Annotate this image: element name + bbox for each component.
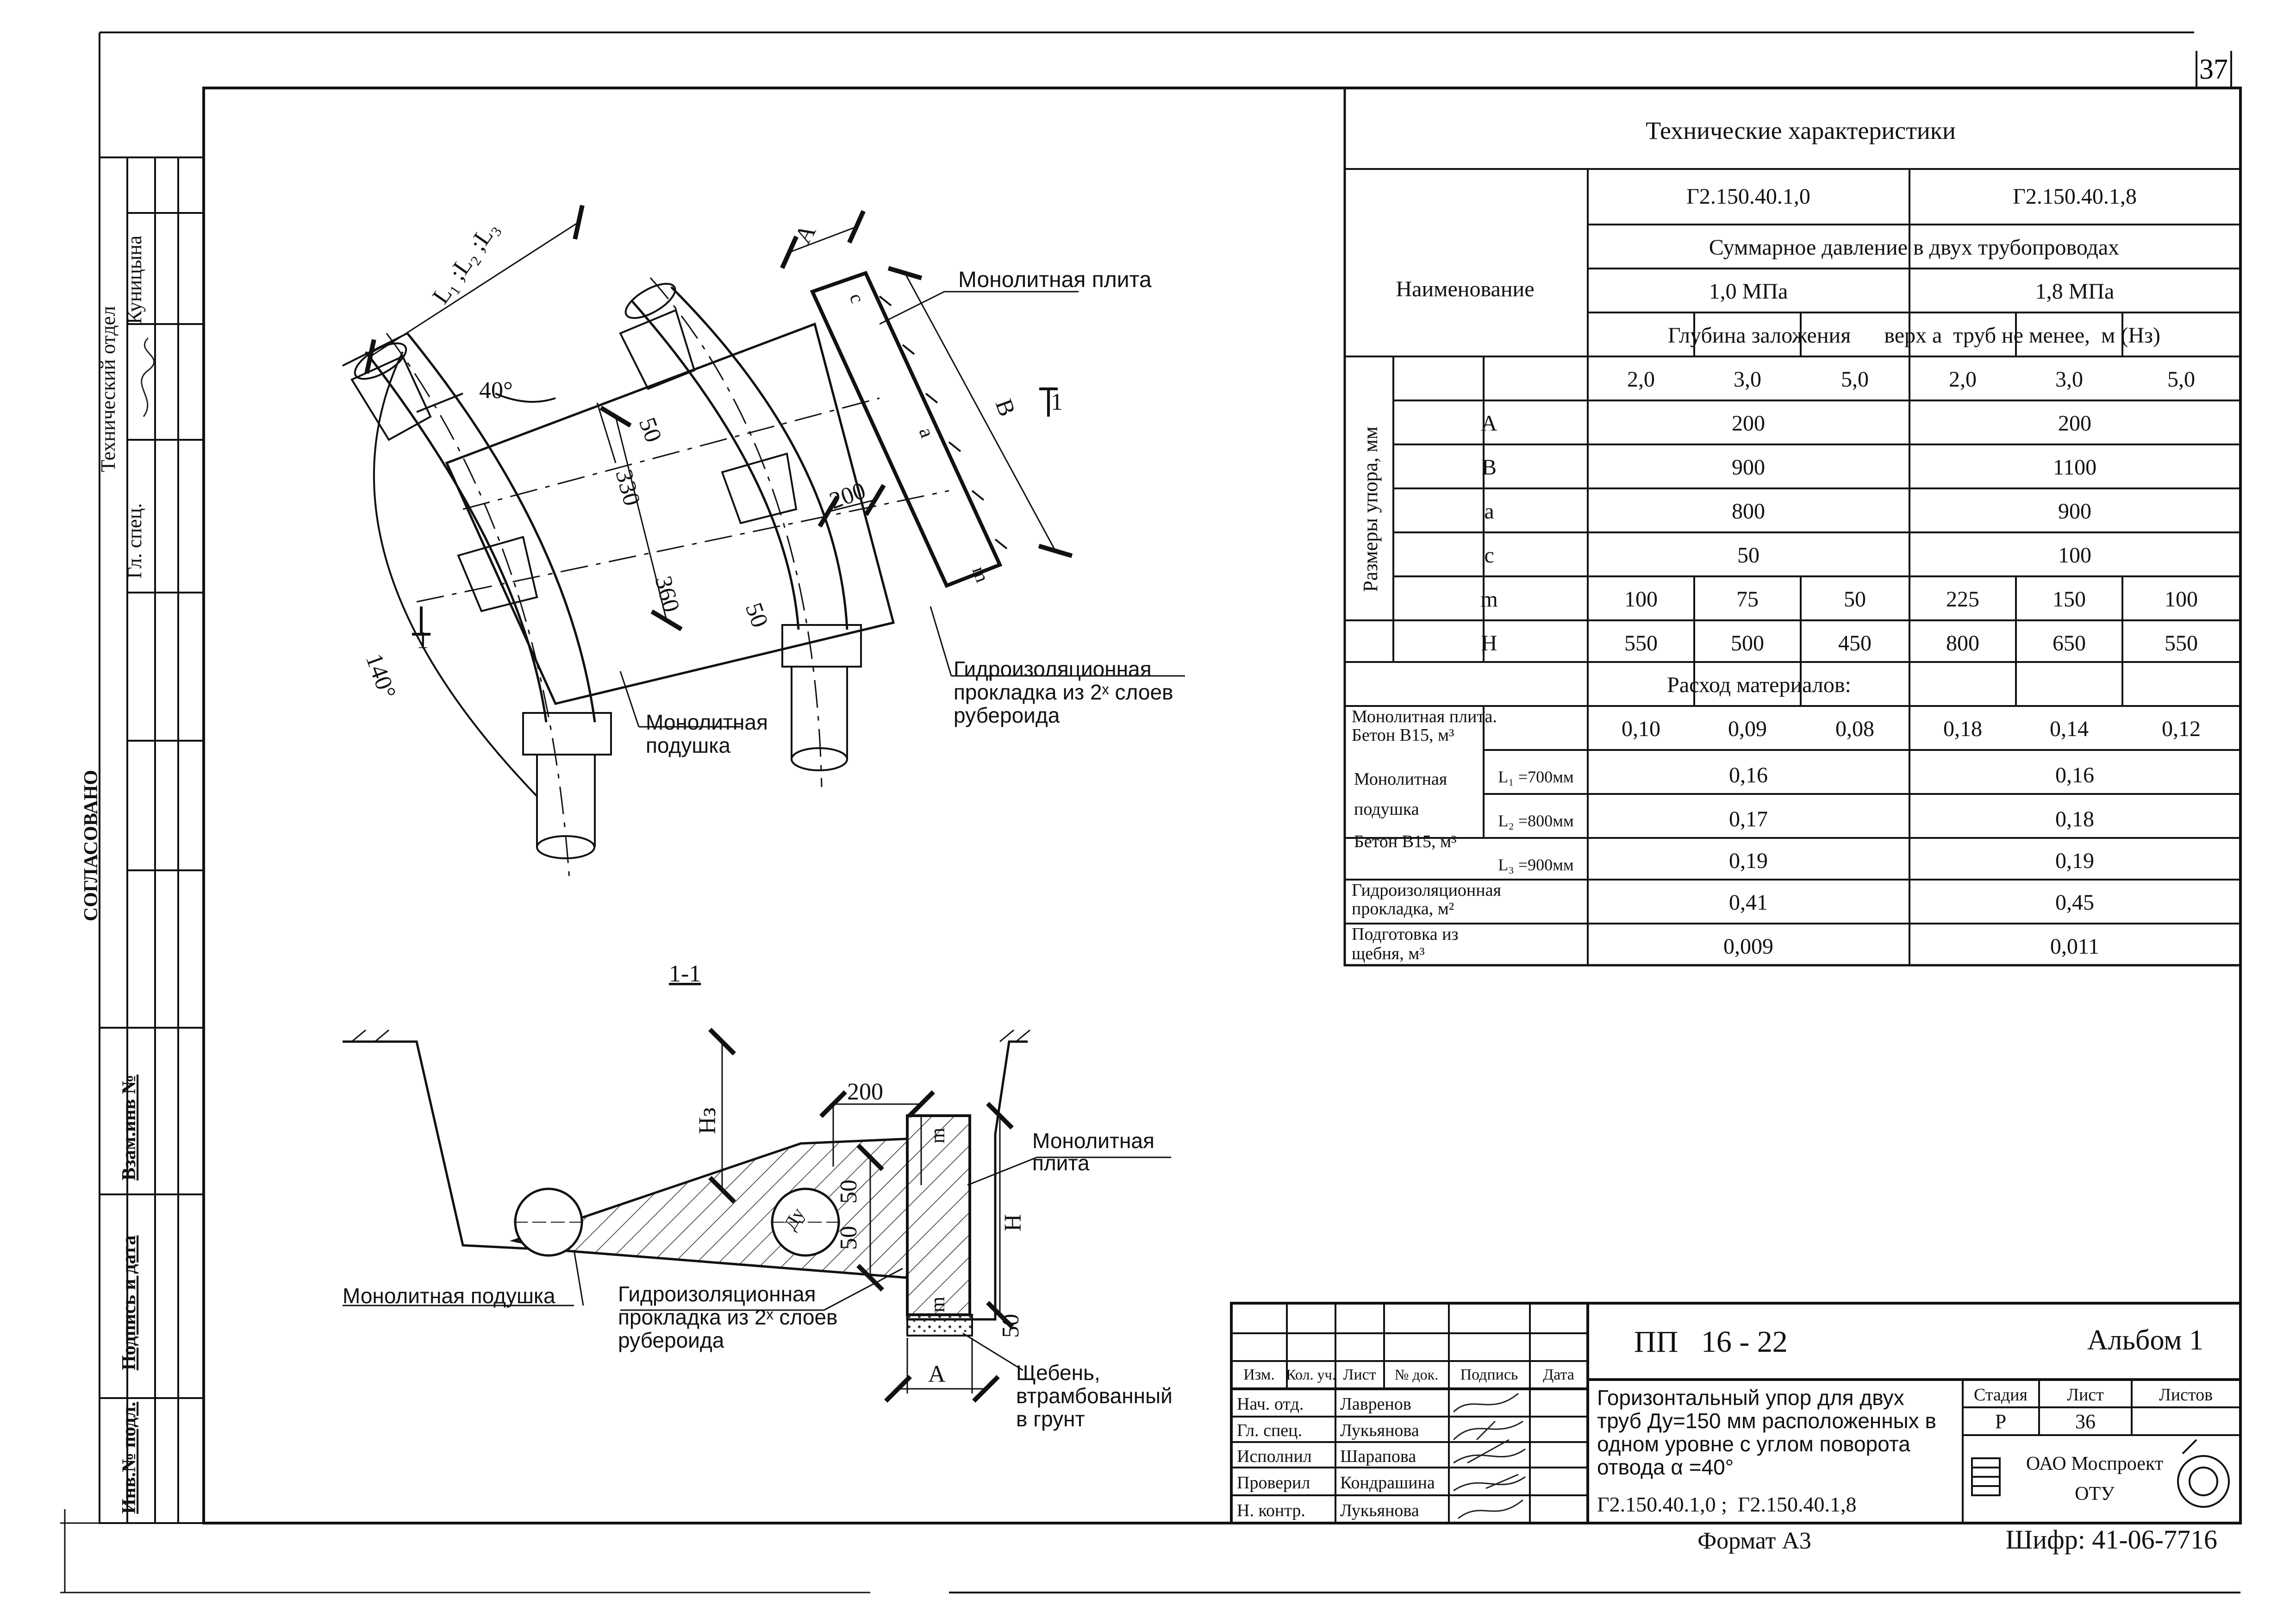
slab-6: 0,12 [2162,717,2201,741]
kunitsyna-label: Куницына [123,235,146,324]
tb-name-3: Шарапова [1340,1447,1416,1466]
section-gravel-label: Щебень, втрамбованный в грунт [1016,1361,1173,1431]
section-slab [907,1116,970,1315]
plan-section-mark-right: 1 [1051,389,1063,415]
tech-table [1345,88,2240,965]
pressure-1: 1,0 МПа [1709,279,1788,304]
plan-B-label: В [990,395,1021,420]
pad-L3: L₃ =900мм [1498,856,1574,874]
pad-L3-v2: 0,19 [2055,849,2094,873]
row-m-1: 100 [1624,587,1658,612]
variant-2: Г2.150.40.1,8 [2013,184,2137,209]
row-m-label: m [1480,587,1498,612]
pad-label-3: Бетон В15, м³ [1354,832,1457,851]
col-name: Наименование [1396,277,1535,301]
gravel-v1: 0,009 [1723,934,1773,959]
plan-c-label: c [845,290,868,306]
pressure-2: 1,8 МПа [2035,279,2115,304]
section-50b: 50 [836,1226,862,1250]
tb-h-doc: № док. [1394,1366,1439,1383]
slab-5: 0,14 [2050,717,2089,741]
row-B-v2: 1100 [2053,455,2097,480]
row-a-v2: 900 [2058,499,2091,524]
tb-name-5: Лукьянова [1340,1501,1419,1520]
tb-desc-3: одном уровне с углом поворота [1597,1432,1910,1456]
row-c-v1: 50 [1737,543,1759,568]
tb-format: Формат А3 [1697,1528,1811,1554]
plan-200: 200 [826,477,869,515]
row-c-label: с [1484,543,1494,568]
plan-angle-40: 40° [479,377,513,404]
row-B-v1: 900 [1732,455,1765,480]
section-m-top: m [926,1127,949,1143]
plan-slab-text: Монолитная плита [958,268,1152,292]
section-Hz: Нз [694,1107,721,1134]
pad-label-1: Монолитная [1354,769,1447,789]
row-A-v2: 200 [2058,411,2091,436]
section-50c: 50 [998,1314,1024,1338]
row-H-5: 650 [2053,631,2086,656]
row-m-3: 50 [1844,587,1866,612]
row-m-5: 150 [2053,587,2086,612]
side-signature [142,338,154,417]
tb-role-1: Нач. отд. [1237,1394,1304,1414]
plan-360: 360 [649,573,685,615]
tb-h-kol: Кол. уч. [1286,1366,1336,1383]
plan-50a: 50 [633,414,667,446]
section-slab-label-box [1032,1130,1227,1185]
row-H-1: 550 [1624,631,1658,656]
plan-section-mark-left: 1 [417,627,429,654]
row-a-label: а [1484,499,1494,524]
tb-desc-4: отвода α =40° [1597,1455,1734,1479]
depth-4: 2,0 [1949,367,1977,392]
signatures [1454,1393,1525,1518]
tb-h-sign: Подпись [1460,1366,1518,1383]
inv-label: Инв.№ подл. [119,1401,140,1514]
otu-seal-icon [2178,1440,2229,1507]
pressure-header: Суммарное давление в двух трубопроводах [1709,235,2120,260]
vzam-label: Взам.инв № [119,1074,140,1181]
tb-code: ПП 16 - 22 [1634,1325,1788,1359]
plan-m-label: m [967,563,993,586]
row-H-4: 800 [1946,631,1979,656]
plan-gidro-label: Гидроизоляционная прокладка из 2ˣ слоев рубероида [954,657,1173,727]
section-200: 200 [847,1079,883,1105]
section-gidro-label: Гидроизоляционная прокладка из 2ˣ слоев рубероида [618,1282,838,1352]
plan-view [343,219,1185,880]
section-Du: Ду [779,1204,809,1234]
tb-name-4: Кондрашина [1340,1473,1435,1493]
plan-50b: 50 [740,599,774,631]
tb-role-2: Гл. спец. [1237,1421,1302,1440]
section-A: А [928,1361,946,1387]
row-c-v2: 100 [2058,543,2091,568]
tb-role-4: Проверил [1237,1473,1310,1493]
depth-3: 5,0 [1841,367,1869,392]
row-m-6: 100 [2165,587,2198,612]
tb-desc-1: Горизонтальный упор для двух [1597,1386,1904,1410]
plan-left-pipe [343,333,611,858]
pad-L2: L₂ =800мм [1498,812,1574,830]
row-B-label: В [1481,455,1497,480]
slab-1: 0,10 [1622,717,1660,741]
sheet-frame [60,32,2240,1593]
section-slab-label: Монолитная плита [1032,1130,1154,1175]
tb-sheet-h: Лист [2067,1385,2104,1405]
tb-h-date: Дата [1543,1366,1574,1383]
gidro-v1: 0,41 [1729,890,1768,915]
tech-title: Технические характеристики [1646,117,1956,144]
tech-dept-label: Технический отдел [97,306,119,472]
pad-L1-v1: 0,16 [1729,763,1768,787]
section-m-bot: m [926,1296,949,1312]
plan-A-label: А [790,219,822,248]
plan-angle-140: 140° [360,650,401,702]
tb-sheets-h: Листов [2159,1385,2213,1405]
row-a-v1: 800 [1732,499,1765,524]
section-gravel-label-box [1016,1361,1192,1444]
pad-label-2: подушка [1354,800,1419,819]
slab-label-2: Бетон В15, м³ [1352,725,1454,745]
depth-1: 2,0 [1627,367,1655,392]
depth-6: 5,0 [2167,367,2195,392]
tb-stage-h: Стадия [1974,1385,2028,1405]
row-H-label: Н [1481,631,1497,656]
variant-1: Г2.150.40.1,0 [1686,184,1810,209]
tb-desc-codes: Г2.150.40.1,0 ; Г2.150.40.1,8 [1597,1493,1857,1516]
depth-5: 3,0 [2055,367,2083,392]
slab-4: 0,18 [1943,717,1982,741]
slab-label-1: Монолитная плита. [1352,707,1497,726]
row-H-2: 500 [1731,631,1764,656]
slab-3: 0,08 [1835,717,1874,741]
section-H: Н [1000,1214,1026,1231]
gidro-label-1: Гидроизоляционная [1352,881,1501,900]
depth-header: Глубина заложения верх а труб не менее, м (Нз) [1668,323,2160,348]
section-title: 1-1 [669,961,701,987]
size-group: Размеры упора, мм [1359,426,1382,592]
section-50a: 50 [836,1180,862,1204]
row-m-4: 225 [1946,587,1979,612]
section-gravel [907,1315,972,1336]
tb-desc-2: труб Ду=150 мм расположенных в [1597,1409,1936,1433]
page-number: 37 [2199,54,2228,85]
tb-album: Альбом 1 [2087,1324,2203,1356]
slab-2: 0,09 [1728,717,1767,741]
gravel-label-2: щебня, м³ [1352,944,1425,963]
gravel-v2: 0,011 [2050,934,2100,959]
tb-name-1: Лавренов [1340,1394,1411,1414]
materials-header: Расход материалов: [1667,673,1851,697]
plan-a-label: а [914,424,939,441]
plan-pad-label: Монолитная подушка [646,711,768,757]
agreed-label: СОГЛАСОВАНО [81,770,102,921]
pad-L3-v1: 0,19 [1729,849,1768,873]
tb-h-list: Лист [1343,1366,1376,1383]
tb-stage: Р [1995,1410,2007,1433]
podpis-label: Подпись и дата [119,1235,140,1370]
pad-L2-v2: 0,18 [2055,807,2094,831]
depth-2: 3,0 [1734,367,1761,392]
tb-role-3: Исполнил [1237,1447,1312,1466]
plan-330: 330 [610,467,645,509]
tb-cipher: Шифр: 41-06-7716 [2005,1524,2217,1555]
tb-sheet: 36 [2075,1410,2096,1433]
tb-org-2: ОТУ [2075,1483,2115,1505]
row-A-v1: 200 [1732,411,1765,436]
chief-spec-label: Гл. спец. [123,503,146,579]
row-m-2: 75 [1736,587,1759,612]
gidro-v2: 0,45 [2055,890,2094,915]
pad-L1: L₁ =700мм [1498,768,1574,786]
tb-name-2: Лукьянова [1340,1421,1419,1440]
plan-pad-label-box [646,711,785,766]
plan-slab [812,273,1000,586]
org-logo-icon [1972,1458,2000,1495]
gidro-label-2: прокладка, м² [1352,899,1454,918]
tb-role-5: Н. контр. [1237,1501,1305,1520]
tb-org-1: ОАО Моспроект [2026,1453,2164,1474]
plan-L-label: L₁ ;L₂ ;L₃ [427,216,504,309]
section-pad-label: Монолитная подушка [343,1284,555,1308]
plan-slab-label [958,268,1152,292]
row-H-3: 450 [1838,631,1872,656]
row-A-label: А [1481,411,1497,436]
plan-gidro-label-box [954,657,1213,741]
pad-L1-v2: 0,16 [2055,763,2094,787]
gravel-label-1: Подготовка из [1352,924,1459,944]
section-gidro-label-box [618,1282,877,1366]
tb-h-izm: Изм. [1243,1366,1275,1383]
row-H-6: 550 [2165,631,2198,656]
pad-L2-v1: 0,17 [1729,807,1768,831]
